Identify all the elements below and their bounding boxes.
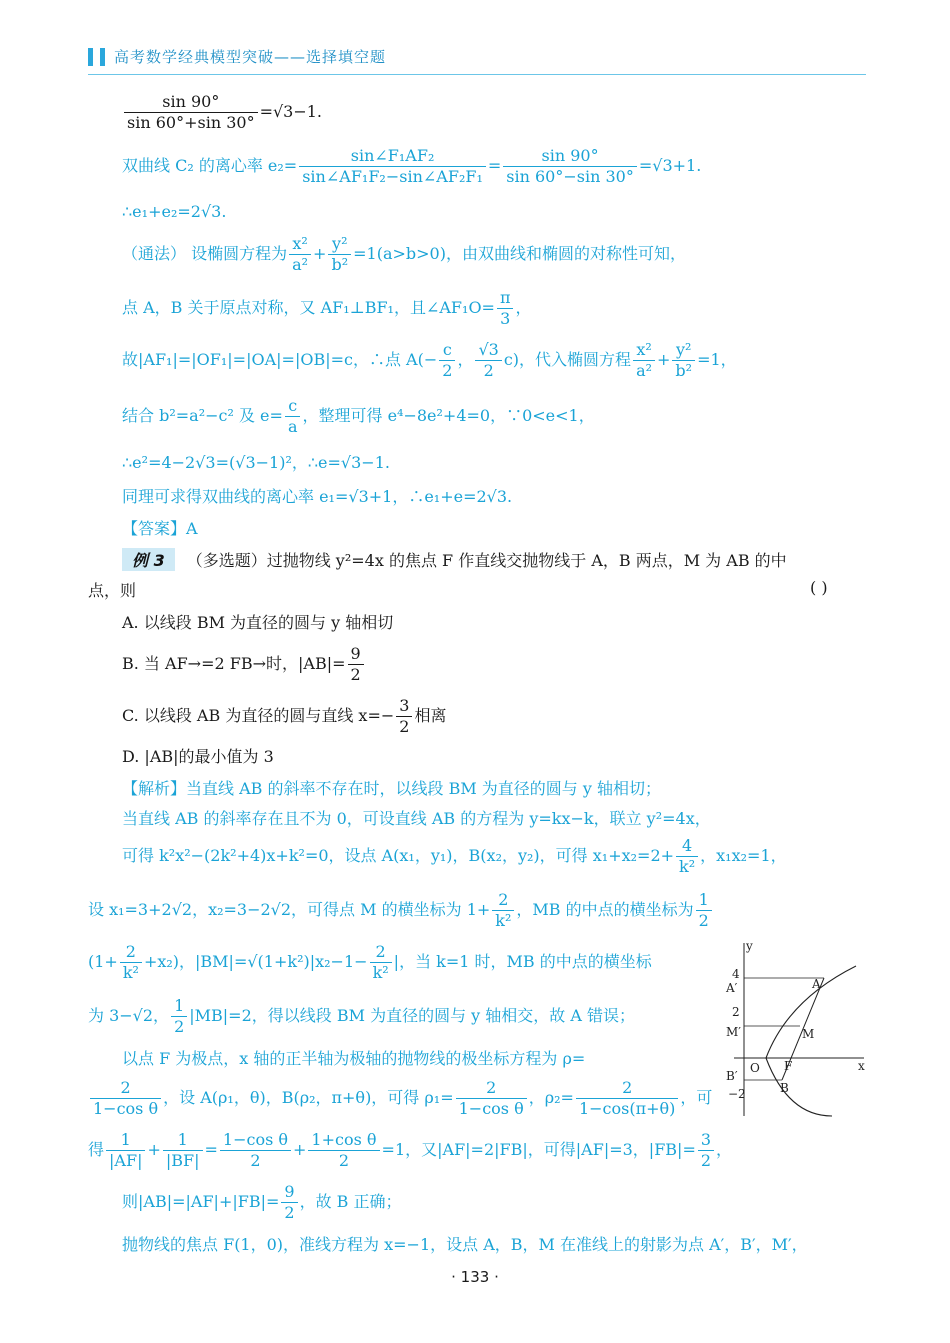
header-bar-decoration (100, 48, 105, 66)
label-origin: O (750, 1061, 760, 1075)
solution-line: 以点 F 为极点，x 轴的正半轴为极轴的抛物线的极坐标方程为 ρ= (122, 1049, 586, 1068)
equation-line: $\frac{\sin 90^\circ}{\sin 60^\circ+\sin 30^\circ}$ =√3−1. (122, 92, 322, 133)
fraction: $\frac{\text{x²}}{\text{a²}}$ (633, 340, 655, 381)
fraction: $\frac{\sin 90^\circ}{\sin 60^\circ-\sin 30^\circ}$ (503, 146, 637, 187)
fraction: $\frac{\sin 90^\circ}{\sin 60^\circ+\sin 30^\circ}$ (124, 92, 258, 133)
tick-4: 4 (732, 967, 740, 981)
solution-line: 设 x₁=3+2√2，x₂=3−2√2，可得点 M 的横坐标为 1+ $\frac{2}{\text{k²}}$ ，MB 的中点的横坐标为 $\frac{1}{2}$ (88, 890, 714, 931)
tick-neg2: −2 (728, 1087, 746, 1101)
fraction: $\frac{2}{\text{k²}}$ (370, 942, 392, 983)
fraction: $\frac{1}{2}$ (696, 890, 712, 931)
page-number: · 133 · (451, 1268, 499, 1286)
solution-line: 则|AB|=|AF|+|FB|= $\frac{9}{2}$ ，故 B 正确； (122, 1182, 402, 1222)
fraction: $\frac{c}{2}$ (439, 340, 455, 381)
header-bar-decoration (88, 48, 93, 66)
answer-label: 【答案】A (122, 519, 198, 538)
solution-line: 为 3−√2， $\frac{1}{2}$ |MB|=2，得以线段 BM 为直径的圆与 y 轴相交，故 A 错误； (88, 996, 636, 1036)
label-focus: F (784, 1059, 793, 1073)
fraction: $\frac{4}{\text{k²}}$ (676, 836, 698, 877)
label-m-prime: M′ (726, 1025, 742, 1039)
solution-line: 点 A，B 关于原点对称，又 AF₁⊥BF₁，且∠AF₁O= $\frac{\pi}{3}$ ， (122, 288, 532, 328)
fraction: $\frac{\pi}{3}$ (497, 288, 514, 329)
fraction: $\frac{2}{\text{1−cos θ}}$ (90, 1078, 161, 1119)
fraction: $\frac{9}{2}$ (348, 644, 364, 685)
solution-line: $\frac{2}{\text{1−cos θ}}$ ，设 A(ρ₁，θ)，B(ρ₂，π+θ)，可得 ρ₁= $\frac{2}{\text{1−cos θ}}$ ，ρ₂= $\frac{2}{1-\cos(\pi+\theta)}$ ，可 (88, 1078, 712, 1119)
fraction: $\frac{\text{y²}}{\text{b²}}$ (328, 234, 351, 275)
label-b: B (780, 1081, 789, 1095)
solution-line: 抛物线的焦点 F(1，0)，准线方程为 x=−1，设点 A，B，M 在准线上的射影为点 A′，B′，M′， (122, 1235, 808, 1254)
fraction: $\frac{1}{2}$ (171, 996, 187, 1037)
example-heading: 例 3 （多选题）过抛物线 y²=4x 的焦点 F 作直线交抛物线于 A，B 两点，M 为 AB 的中 (122, 548, 787, 571)
label-x: x (858, 1059, 865, 1073)
fraction: $\frac{9}{2}$ (281, 1182, 297, 1223)
fraction: $\frac{1}{|BF|}$ (163, 1130, 203, 1171)
option-a: A. 以线段 BM 为直径的圆与 y 轴相切 (122, 613, 394, 632)
label-b-prime: B′ (726, 1069, 738, 1083)
tick-2: 2 (732, 1005, 740, 1019)
label-y: y (746, 939, 753, 953)
parabola-diagram (724, 938, 866, 1118)
page-header (88, 44, 866, 75)
solution-line: 【解析】当直线 AB 的斜率不存在时，以线段 BM 为直径的圆与 y 轴相切； (122, 779, 662, 798)
solution-line: 同理可求得双曲线的离心率 e₁=√3+1，∴e₁+e=2√3. (122, 487, 513, 506)
example-tag: 例 3 (122, 548, 175, 571)
fraction: $\frac{2}{\text{k²}}$ (120, 942, 142, 983)
label-a: A (812, 977, 821, 991)
fraction: $\frac{\text{1−cos θ}}{2}$ (220, 1130, 291, 1171)
fraction: $\frac{3}{2}$ (698, 1130, 714, 1171)
fraction: $\frac{\text{x²}}{\text{a²}}$ (289, 234, 311, 275)
fraction: $\frac{\text{sin∠F₁AF₂}}{\text{sin∠AF₁F₂−sin∠AF₂F₁}}$ (299, 146, 486, 187)
fraction: $\frac{1}{|AF|}$ (106, 1130, 145, 1171)
solution-line: 故|AF₁|=|OF₁|=|OA|=|OB|=c，∴点 A(− $\frac{c}{2}$ ， $\frac{√3}{2}$ c)，代入椭圆方程 $\frac{\text{x²}}{\text{a²}}$ + $\frac{\text{y²}}{\text{b²}}$ =1， (122, 340, 737, 380)
option-c: C. 以线段 AB 为直径的圆与直线 x=− $\frac{3}{2}$ 相离 (122, 696, 447, 736)
solution-line: ∴e₁+e₂=2√3. (122, 202, 227, 221)
example-text: 点，则 (88, 581, 137, 600)
answer-paren: ( ) (810, 578, 828, 597)
label-m: M (802, 1027, 815, 1041)
fraction: $\frac{\text{1+cos θ}}{2}$ (308, 1130, 379, 1171)
fraction: $\frac{√3}{2}$ (475, 340, 501, 381)
option-d: D. |AB|的最小值为 3 (122, 747, 274, 766)
fraction: $\frac{2}{\text{k²}}$ (492, 890, 514, 931)
fraction: $\frac{3}{2}$ (396, 696, 412, 737)
fraction: $\frac{\text{y²}}{\text{b²}}$ (672, 340, 695, 381)
option-b: B. 当 AF→=2 FB→时，|AB|= $\frac{9}{2}$ (122, 644, 366, 685)
solution-line: 可得 k²x²−(2k²+4)x+k²=0，设点 A(x₁，y₁)，B(x₂，y₂)，可得 x₁+x₂=2+ $\frac{4}{\text{k²}}$ ，x₁x₂=1， (122, 836, 787, 876)
fraction: $\frac{2}{\text{1−cos θ}}$ (456, 1078, 527, 1119)
solution-line: 双曲线 C₂ 的离心率 e₂= $\frac{\text{sin∠F₁AF₂}}{\text{sin∠AF₁F₂−sin∠AF₂F₁}}$ = $\frac{\sin 90^\circ}{\sin 60^\circ-\sin 30^\circ}$ =√3+1. (122, 146, 702, 186)
solution-line: 得 $\frac{1}{|AF|}$ + $\frac{1}{|BF|}$ = $\frac{\text{1−cos θ}}{2}$ + $\frac{\text{1+cos θ}}{2}$ =1，又|AF|=2|FB|，可得|AF|=3，|FB|= $\frac{3}{2}$ ， (88, 1130, 733, 1170)
fraction: $\frac{2}{1-\cos(\pi+\theta)}$ (576, 1078, 678, 1119)
header-title: 高考数学经典模型突破——选择填空题 (114, 48, 387, 66)
solution-line: ∴e²=4−2√3=(√3−1)²，∴e=√3−1. (122, 453, 390, 472)
solution-line: (1+ $\frac{2}{\text{k²}}$ +x₂)，|BM|=√(1+k²)|x₂−1− $\frac{2}{\text{k²}}$ |，当 k=1 时，MB 的中点的横坐标 (88, 942, 652, 982)
fraction: $\frac{c}{a}$ (285, 396, 301, 437)
label-a-prime: A′ (726, 981, 738, 995)
solution-line: 当直线 AB 的斜率存在且不为 0，可设直线 AB 的方程为 y=kx−k，联立 y²=4x， (122, 809, 711, 828)
solution-line: 结合 b²=a²−c² 及 e= $\frac{c}{a}$ ，整理可得 e⁴−8e²+4=0，∵0<e<1， (122, 396, 595, 436)
solution-line: （通法） 设椭圆方程为 $\frac{\text{x²}}{\text{a²}}$ + $\frac{\text{y²}}{\text{b²}}$ =1(a>b>0)，由双曲线和椭圆的对称性可知， (122, 234, 686, 274)
